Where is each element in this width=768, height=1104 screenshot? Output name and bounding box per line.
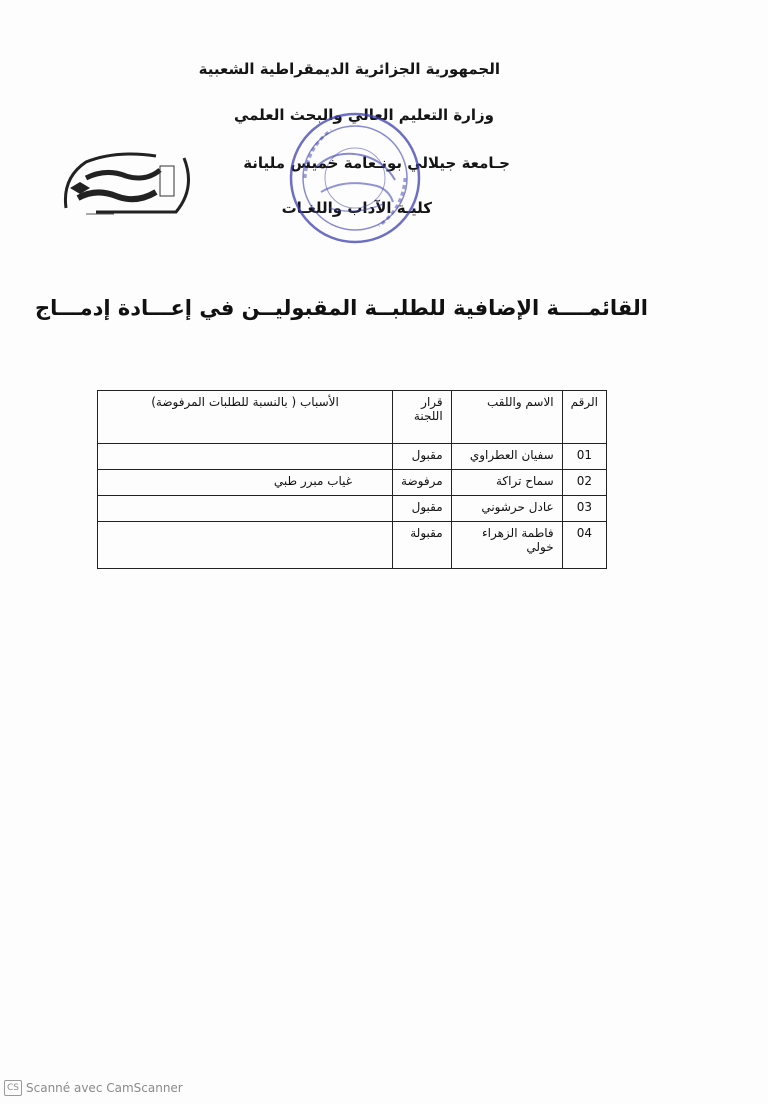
- students-table: [97, 390, 607, 569]
- row-name: فاطمة الزهراء خولي: [451, 522, 562, 569]
- table-row: [98, 444, 607, 470]
- header-decision: قرار اللجنة: [393, 391, 452, 444]
- row-decision: مقبول: [393, 444, 452, 470]
- row-number: 03: [562, 496, 606, 522]
- document-title: القائمــــة الإضافية للطلبــة المقبوليــن في إعـــادة إدمـــاج: [35, 296, 648, 320]
- row-reason: [98, 444, 393, 470]
- official-stamp: [285, 108, 425, 248]
- row-name: عادل حرشوني: [451, 496, 562, 522]
- header-number: الرقم: [562, 391, 606, 444]
- row-name: سفيان العطراوي: [451, 444, 562, 470]
- row-reason: [98, 522, 393, 569]
- row-decision: مرفوضة: [393, 470, 452, 496]
- row-decision: مقبول: [393, 496, 452, 522]
- row-number: 02: [562, 470, 606, 496]
- row-name: سماح تراكة: [451, 470, 562, 496]
- row-decision: مقبولة: [393, 522, 452, 569]
- header-reasons: الأسباب ( بالنسبة للطلبات المرفوضة): [98, 391, 393, 444]
- row-reason: [98, 496, 393, 522]
- table-row: [98, 496, 607, 522]
- header-faculty: كليـة الآداب واللغـات: [281, 199, 432, 217]
- row-number: 04: [562, 522, 606, 569]
- row-reason: غياب مبرر طبي: [98, 470, 393, 496]
- header-university: جـامعة جيلالي بونـعامة خميس مليانة: [243, 154, 510, 172]
- scanner-text: Scanné avec CamScanner: [26, 1081, 183, 1095]
- header-name: الاسم واللقب: [451, 391, 562, 444]
- table-row: [98, 470, 607, 496]
- university-logo: [56, 148, 196, 220]
- table-row: [98, 522, 607, 569]
- scanner-watermark: [4, 1080, 183, 1096]
- camscanner-icon: CS: [4, 1080, 22, 1096]
- row-number: 01: [562, 444, 606, 470]
- header-republic: الجمهورية الجزائرية الديمقراطية الشعبية: [198, 60, 500, 78]
- header-ministry: وزارة التعليم العالي والبحث العلمي: [233, 106, 494, 124]
- table-header-row: [98, 391, 607, 444]
